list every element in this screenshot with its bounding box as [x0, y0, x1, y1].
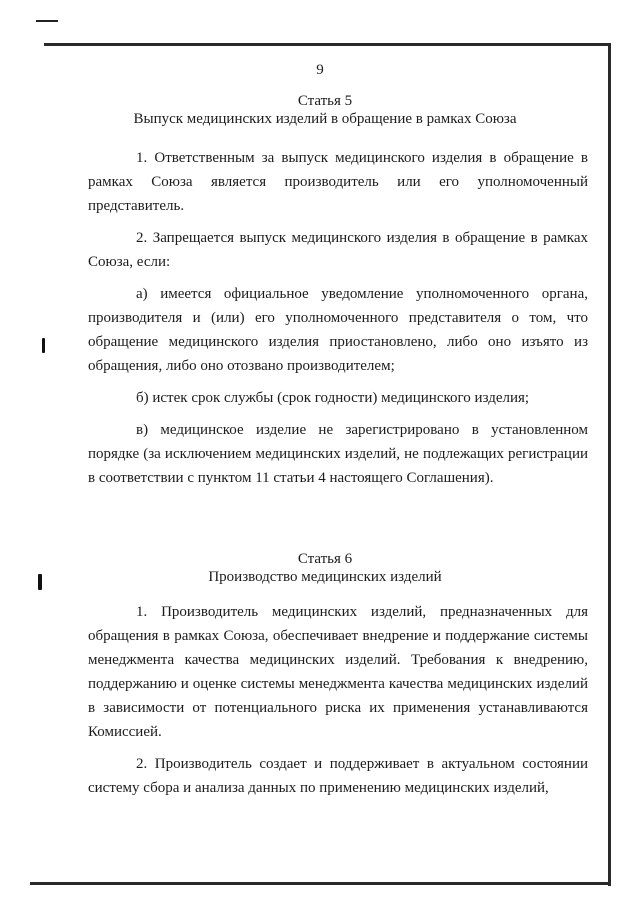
- paragraph: в) медицинское изделие не зарегистрировано в установленном порядке (за исключением медицинских изделий, не подлежащих регистрации в соответствии с пунктом 11 статьи 4 настоящего Соглашения).: [88, 422, 588, 486]
- paragraph: 1. Ответственным за выпуск медицинского изделия в обращение в рамках Союза является производитель или его уполномоченный представитель.: [88, 150, 588, 214]
- scan-mark: [36, 20, 58, 22]
- article-6-heading: [60, 550, 590, 586]
- page-frame-top: [44, 43, 611, 46]
- paragraph: а) имеется официальное уведомление уполномоченного органа, производителя и (или) его уполномоченного представителя о том, что обращение медицинского изделия приостановлено, либо оно изъято из обращения, либо оно отозвано производителем;: [88, 286, 588, 374]
- article-subtitle: Выпуск медицинских изделий в обращение в рамках Союза: [133, 111, 517, 127]
- article-5-heading: [60, 92, 590, 128]
- punch-hole-mark: [38, 574, 42, 590]
- article-title: Статья 5: [297, 93, 353, 109]
- paragraph: 2. Производитель создает и поддерживает в актуальном состоянии систему сбора и анализа данных по применению медицинских изделий,: [88, 756, 588, 796]
- page-frame-bottom: [30, 882, 611, 885]
- article-6-body: [88, 600, 588, 808]
- page-number: 9: [316, 62, 324, 78]
- paragraph: 2. Запрещается выпуск медицинского изделия в обращение в рамках Союза, если:: [88, 230, 588, 270]
- paragraph: 1. Производитель медицинских изделий, предназначенных для обращения в рамках Союза, обеспечивает внедрение и поддержание системы менеджмента качества медицинских изделий. Требования к внедрению, поддержанию и оценке системы менеджмента качества медицинских изделий в зависимости от потенциального риска их применения устанавливаются Комиссией.: [88, 604, 588, 740]
- article-title: Статья 6: [297, 551, 353, 567]
- article-subtitle: Производство медицинских изделий: [208, 569, 442, 585]
- page-frame-right: [608, 43, 611, 886]
- article-5-body: [88, 146, 588, 498]
- paragraph: б) истек срок службы (срок годности) медицинского изделия;: [136, 390, 530, 406]
- punch-hole-mark: [42, 338, 45, 353]
